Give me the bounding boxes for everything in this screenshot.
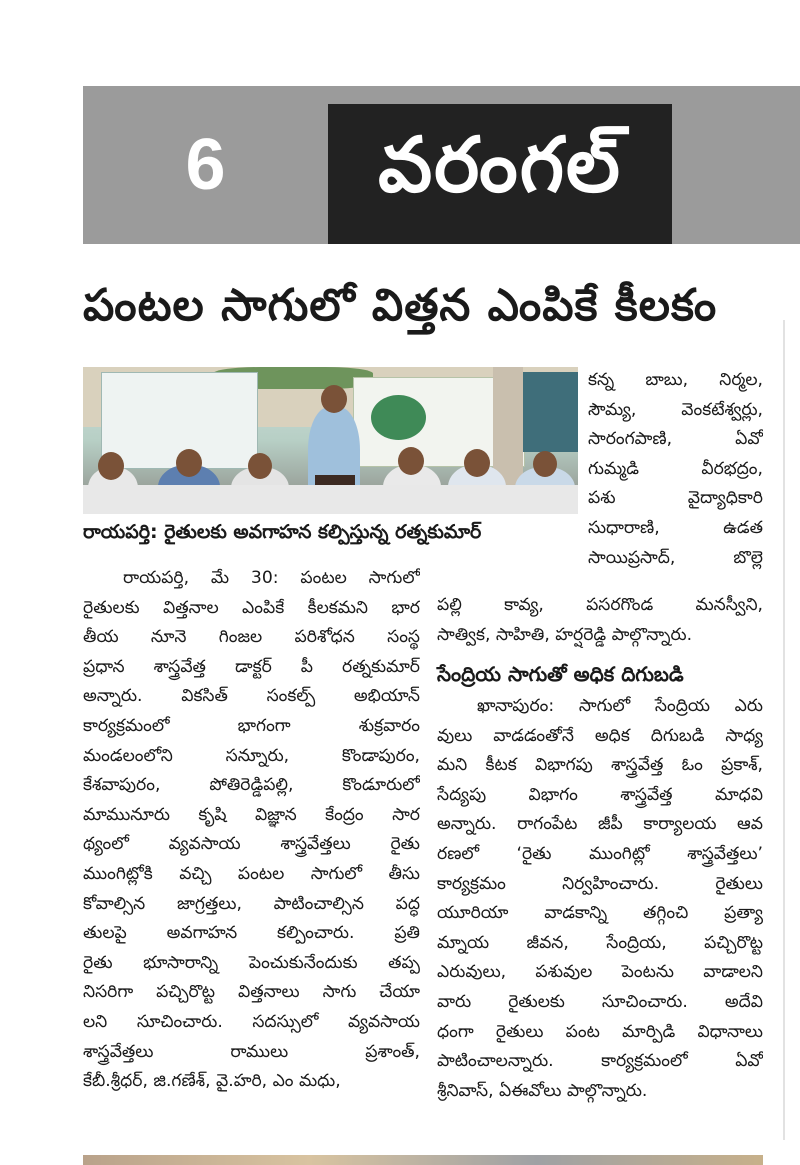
text-line: కన్న బాబు, నిర్మల, [588,370,763,390]
photo-caption: రాయపర్తి: రైతులకు అవగాహన కల్పిస్తున్న రత్నకుమార్ [83,521,482,543]
column-divider [783,320,785,1140]
headline: పంటల సాగులో విత్తన ఎంపికే కీలకం [83,280,718,331]
text-line: సారంగపాణి, ఏవో [588,429,763,450]
text-line: పల్లి కావ్య, పసరగొండ మనస్వీని, [437,595,763,615]
text-line: ఎరువులు, పశువుల పెంటను వాడాలని [437,962,763,983]
text-line: రైతులకు విత్తనాల ఎంపికే కీలకమని భార [83,597,420,618]
article-column-top-right [588,366,763,573]
text-line: రైతు భూసారాన్ని పెంచుకునేందుకు తప్ప [83,952,420,973]
text-line: శ్రీనివాస్, ఏఈవోలు పాల్గొన్నారు. [437,1080,648,1101]
text-line: మ్నాయ జీవన, సేంద్రియ, పచ్చిరొట్ట [437,932,763,953]
text-line: తులపై అవగాహన కల్పించారు. ప్రతి [83,923,420,944]
page-header [83,86,800,244]
text-line: సాయిప్రసాద్, బొల్లె [588,547,763,568]
news-photo [83,367,578,514]
text-line: వారు రైతులకు సూచించారు. అదేవి [437,991,763,1012]
text-line: ధంగా రైతులు పంట మార్పిడి విధానాలు [437,1021,763,1042]
article-2-body [437,692,763,1106]
text-line: కార్యక్రమంలో భాగంగా శుక్రవారం [83,715,420,736]
text-line: ప్రధాన శాస్త్రవేత్త డాక్టర్ పీ రత్నకుమార్ [83,656,420,677]
text-line: కోవాల్సిన జాగ్రత్తలు, పాటించాల్సిన పద్ధ [83,893,420,914]
text-line: తీయ నూనె గింజల పరిశోధన సంస్థ [83,627,420,648]
text-line: ముంగిట్లోకి వచ్చి పంటల సాగులో తీసు [83,863,420,884]
text-line: అన్నారు. వికసిత్ సంకల్ప్ అభియాన్ [83,686,420,707]
text-line: థ్యంలో వ్యవసాయ శాస్త్రవేత్తలు రైతు [83,834,420,855]
section-title: వరంగల్ [328,104,672,244]
text-line: మని కీటక విభాగపు శాస్త్రవేత్త ఓం ప్రకాశ్, [437,755,763,776]
text-line: నిసరిగా పచ్చిరొట్ట విత్తనాలు సాగు చేయా [83,982,420,1003]
text-line: సాత్విక, సాహితి, హర్షరెడ్డి పాల్గొన్నారు. [437,624,693,645]
text-line: ఖానాపురం: సాగులో సేంద్రియ ఎరు [477,696,763,716]
text-line: అన్నారు. రాగంపేట జీపీ కార్యాలయ ఆవ [437,814,763,835]
text-line: గుమ్మడి వీరభద్రం, [588,458,763,479]
text-line: పశు వైద్యాధికారి [588,488,763,509]
text-line: సేద్యపు విభాగం శాస్త్రవేత్త మాధవి [437,784,763,805]
text-line: సుధారాణి, ఉడత [588,517,763,538]
text-line: రాయపర్తి, మే 30: పంటల సాగులో [123,568,420,588]
text-line: కేబీ.శ్రీధర్, జి.గణేశ్, వై.హరి, ఎం మధు, [83,1071,341,1092]
text-line: కేశవాపురం, పోతిరెడ్డిపల్లి, కొండూరులో [83,775,420,796]
article-column-right [437,591,763,650]
text-line: రణలో ‘రైతు ముంగిట్లో శాస్త్రవేత్తలు’ [437,843,763,864]
next-photo-strip [83,1155,763,1165]
article-subheading: సేంద్రియ సాగుతో అధిక దిగుబడి [437,662,684,686]
text-line: లని సూచించారు. సదస్సులో వ్యవసాయ [83,1011,420,1032]
text-line: యూరియా వాడకాన్ని తగ్గించి ప్రత్యా [437,903,763,924]
text-line: మామునూరు కృషి విజ్ఞాన కేంద్రం సార [83,804,420,825]
text-line: సౌమ్య, వెంకటేశ్వర్లు, [588,399,763,420]
text-line: వులు వాడడంతోనే అధిక దిగుబడి సాధ్య [437,725,763,746]
text-line: కార్యక్రమం నిర్వహించారు. రైతులు [437,873,763,894]
article-column-left [83,564,420,1097]
page-number: 6 [185,125,226,205]
text-line: మండలంలోని సన్నూరు, కొండాపురం, [83,745,420,766]
text-line: పాటించాలన్నారు. కార్యక్రమంలో ఏవో [437,1051,763,1072]
text-line: శాస్త్రవేత్తలు రాములు ప్రశాంత్, [83,1041,420,1062]
